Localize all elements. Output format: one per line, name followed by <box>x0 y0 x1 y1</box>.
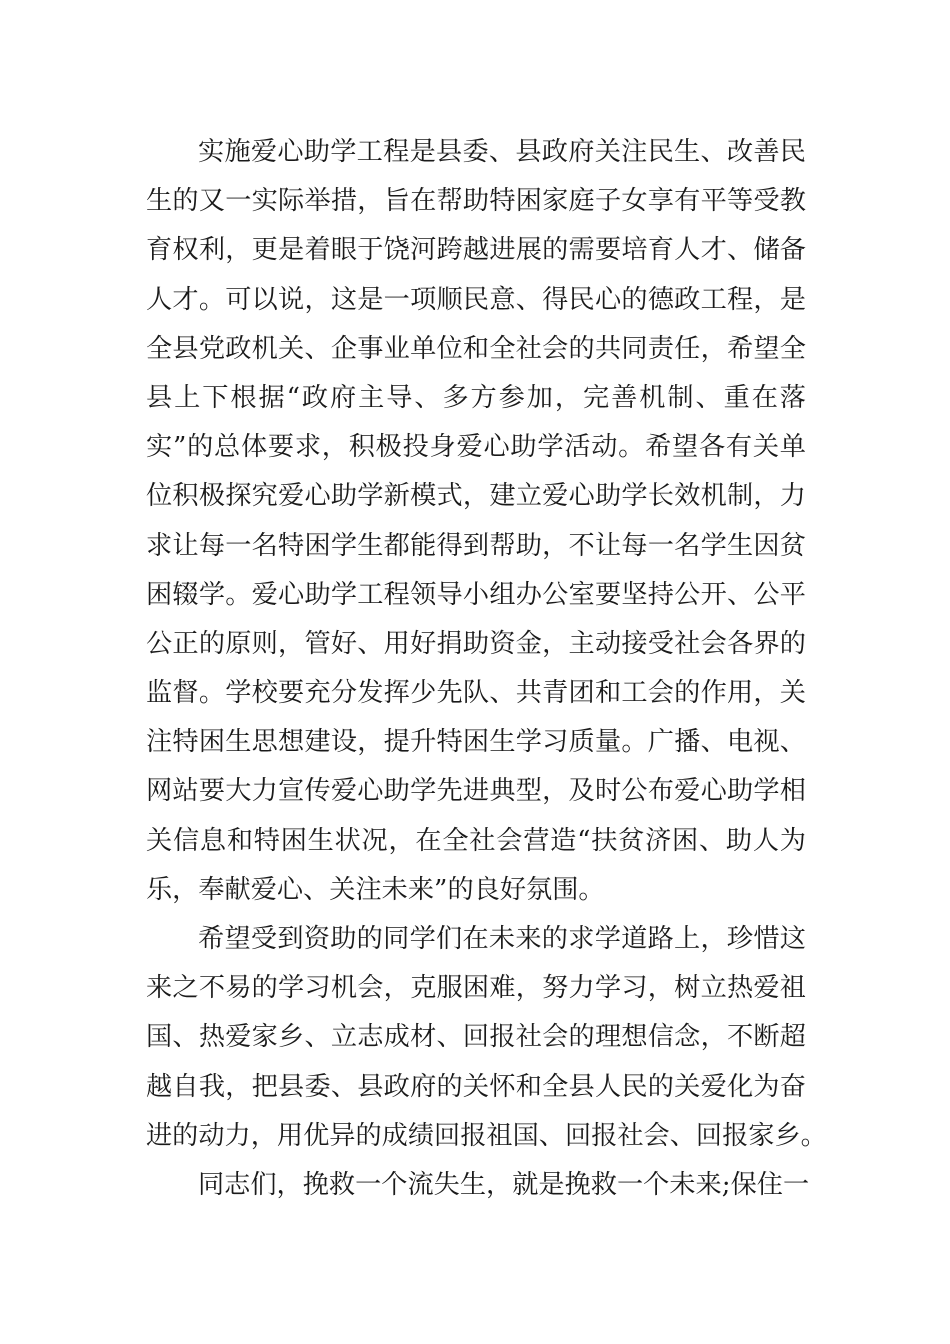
paragraph-2 <box>146 915 827 1161</box>
paragraph-3 <box>146 1161 810 1210</box>
text-line: 关信息和特困生状况，在全社会营造“扶贫济困、助人为 <box>146 825 806 856</box>
text-line: 位积极探究爱心助学新模式，建立爱心助学长效机制，力 <box>146 481 806 512</box>
text-line: 来之不易的学习机会，克服困难，努力学习，树立热爱祖 <box>146 973 806 1004</box>
text-line: 育权利，更是着眼于饶河跨越进展的需要培育人才、储备 <box>146 235 806 266</box>
text-line: 监督。学校要充分发挥少先队、共青团和工会的作用，关 <box>146 678 806 709</box>
text-line: 注特困生思想建设，提升特困生学习质量。广播、电视、 <box>146 727 806 758</box>
text-line: 网站要大力宣传爱心助学先进典型，及时公布爱心助学相 <box>146 776 806 807</box>
text-line: 全县党政机关、企事业单位和全社会的共同责任，希望全 <box>146 333 806 364</box>
text-line: 困辍学。爱心助学工程领导小组办公室要坚持公开、公平 <box>146 579 806 610</box>
text-line: 公正的原则，管好、用好捐助资金，主动接受社会各界的 <box>146 628 806 659</box>
paragraph-1 <box>146 128 806 915</box>
text-line: 同志们，挽救一个流失生，就是挽救一个未来;保住一 <box>198 1169 810 1200</box>
text-line: 生的又一实际举措，旨在帮助特困家庭子女享有平等受教 <box>146 186 806 217</box>
text-line: 人才。可以说，这是一项顺民意、得民心的德政工程，是 <box>146 284 806 315</box>
text-line: 县上下根据“政府主导、多方参加，完善机制、重在落 <box>146 382 806 413</box>
text-line: 实施爱心助学工程是县委、县政府关注民生、改善民 <box>198 137 806 167</box>
text-line: 乐，奉献爱心、关注未来”的良好氛围。 <box>146 874 605 905</box>
text-line: 国、热爱家乡、立志成材、回报社会的理想信念，不断超 <box>146 1022 806 1053</box>
text-line: 实”的总体要求，积极投身爱心助学活动。希望各有关单 <box>146 432 806 463</box>
text-line: 进的动力，用优异的成绩回报祖国、回报社会、回报家乡。 <box>146 1120 827 1151</box>
text-line: 求让每一名特困学生都能得到帮助，不让每一名学生因贫 <box>146 530 806 561</box>
body-text <box>146 128 827 1210</box>
text-line: 希望受到资助的同学们在未来的求学道路上，珍惜这 <box>198 924 806 954</box>
text-line: 越自我，把县委、县政府的关怀和全县人民的关爱化为奋 <box>146 1071 806 1102</box>
